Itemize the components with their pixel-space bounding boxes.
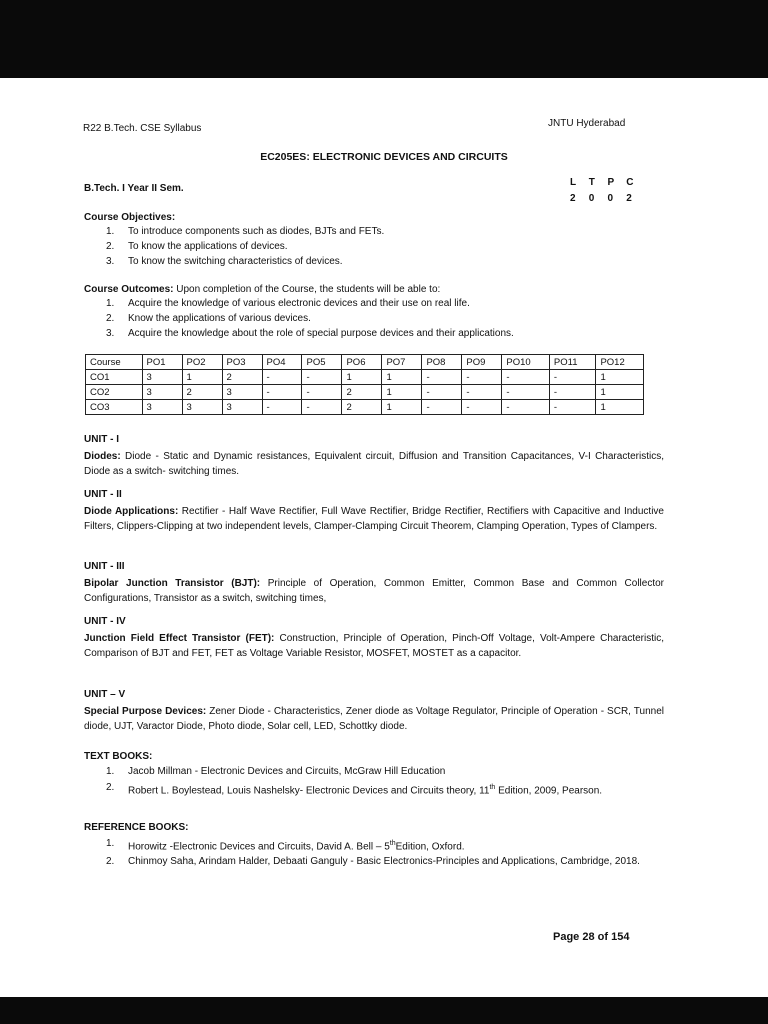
table-header-cell: PO4	[262, 355, 302, 370]
page-number: Page 28 of 154	[553, 931, 630, 943]
university-label: JNTU Hyderabad	[548, 118, 626, 129]
table-row	[86, 400, 644, 415]
scan-top-border	[0, 0, 768, 78]
table-header-cell: PO6	[342, 355, 382, 370]
table-header-cell: Course	[86, 355, 143, 370]
table-cell: 3	[222, 400, 262, 415]
table-cell: 3	[142, 370, 182, 385]
table-cell: CO1	[86, 370, 143, 385]
list-item: 2. Know the applications of various devices.	[106, 313, 311, 324]
table-cell: 1	[596, 400, 644, 415]
table-cell: 1	[382, 385, 422, 400]
ltpc-value-c: 2	[626, 193, 632, 204]
table-cell: -	[262, 370, 302, 385]
course-title: EC205ES: ELECTRONIC DEVICES AND CIRCUITS	[260, 151, 508, 163]
table-cell: 1	[182, 370, 222, 385]
scan-bottom-border	[0, 997, 768, 1024]
list-item: 2. Robert L. Boylestead, Louis Nashelsky- Electronic Devices and Circuits theory, 11th Edition, 2009, Pearson.	[106, 782, 603, 797]
outcomes-list	[106, 296, 514, 341]
unit-content: Zener Diode - Characteristics, Zener diode as Voltage Regulator, Principle of Operation - SCR, Tunnel diode, UJT, Varactor Diode, Photo diode, Solar cell, LED, Schottky diode.	[84, 705, 664, 732]
table-cell: -	[462, 370, 502, 385]
objectives-list	[106, 224, 384, 269]
table-header-cell: PO3	[222, 355, 262, 370]
list-item: 3. To know the switching characteristics of devices.	[106, 256, 343, 267]
ltpc-letter-t: T	[588, 177, 595, 188]
table-header-cell: PO11	[549, 355, 596, 370]
table-cell: 1	[342, 370, 382, 385]
unit-topic: Special Purpose Devices:	[84, 705, 207, 717]
list-item: 1. To introduce components such as diodes, BJTs and FETs.	[106, 226, 385, 237]
unit-title: UNIT - III	[84, 561, 125, 572]
ltpc-values	[570, 193, 645, 204]
table-cell: -	[422, 385, 462, 400]
list-item: 3. Acquire the knowledge about the role of special purpose devices and their applications.	[106, 328, 514, 339]
reference-books-list	[106, 836, 662, 869]
table-header-cell: PO5	[302, 355, 342, 370]
table-header-cell: PO2	[182, 355, 222, 370]
table-cell: -	[302, 370, 342, 385]
table-cell: -	[502, 385, 550, 400]
unit-title: UNIT - II	[84, 489, 122, 500]
table-cell: -	[262, 385, 302, 400]
table-cell: -	[462, 400, 502, 415]
table-cell: 2	[342, 385, 382, 400]
unit-topic: Diode Applications:	[84, 505, 179, 517]
table-cell: 1	[596, 370, 644, 385]
reference-books-heading: REFERENCE BOOKS:	[84, 822, 189, 833]
list-item: 2. To know the applications of devices.	[106, 241, 288, 252]
table-cell: 3	[182, 400, 222, 415]
table-cell: 2	[222, 370, 262, 385]
table-header-cell: PO10	[502, 355, 550, 370]
table-cell: -	[302, 400, 342, 415]
table-cell: CO3	[86, 400, 143, 415]
table-row	[86, 370, 644, 385]
table-header-cell: PO12	[596, 355, 644, 370]
table-cell: 1	[596, 385, 644, 400]
unit-content: Principle of Operation, Common Emitter, Common Base and Common Collector Configurations, Transistor as a switch, switching times,	[84, 577, 664, 604]
table-cell: 1	[382, 370, 422, 385]
table-cell: 3	[222, 385, 262, 400]
table-cell: 3	[142, 385, 182, 400]
co-po-mapping-table	[85, 354, 644, 415]
unit-2-section	[84, 487, 664, 535]
semester-label: B.Tech. I Year II Sem.	[84, 183, 184, 194]
unit-topic: Bipolar Junction Transistor (BJT):	[84, 577, 261, 589]
ltpc-value-p: 0	[607, 193, 614, 204]
table-cell: -	[549, 370, 596, 385]
objectives-heading: Course Objectives:	[84, 212, 176, 223]
table-cell: -	[422, 400, 462, 415]
unit-1-section	[84, 432, 664, 480]
syllabus-label: R22 B.Tech. CSE Syllabus	[83, 123, 202, 134]
unit-content: Construction, Principle of Operation, Pinch-Off Voltage, Volt-Ampere Characteristic, Comparison of BJT and FET, FET as Voltage Variable Resistor, MOSFET, MOSTET as a capacitor.	[84, 632, 664, 659]
unit-topic: Junction Field Effect Transistor (FET):	[84, 632, 275, 644]
list-item: 1. Jacob Millman - Electronic Devices and Circuits, McGraw Hill Education	[106, 766, 446, 777]
ltpc-letter-l: L	[570, 177, 577, 188]
unit-title: UNIT – V	[84, 689, 126, 700]
list-item: 2. Chinmoy Saha, Arindam Halder, Debaati Ganguly - Basic Electronics-Principles and Applications, Cambridge, 2018.	[106, 856, 640, 868]
unit-4-section	[84, 614, 664, 662]
ltpc-value-t: 0	[588, 193, 595, 204]
text-books-heading: TEXT BOOKS:	[84, 751, 153, 762]
ltpc-letter-c: C	[626, 177, 634, 188]
table-cell: 2	[182, 385, 222, 400]
ltpc-value-l: 2	[570, 193, 576, 204]
table-row	[86, 385, 644, 400]
list-item: 1. Horowitz -Electronic Devices and Circuits, David A. Bell – 5thEdition, Oxford.	[106, 838, 465, 853]
table-header-cell: PO8	[422, 355, 462, 370]
table-header-cell: PO7	[382, 355, 422, 370]
unit-content: Rectifier - Half Wave Rectifier, Full Wave Rectifier, Bridge Rectifier, Rectifiers with Capacitive and Inductive Filters, Clippers-Clipping at two independent levels, Clamper-Clamping Circuit Theorem, Clamping Operation, Types of Clampers.	[84, 505, 664, 532]
ltpc-letter-p: P	[607, 177, 615, 188]
table-cell: -	[302, 385, 342, 400]
table-cell: 1	[382, 400, 422, 415]
table-cell: -	[422, 370, 462, 385]
table-header-cell: PO1	[142, 355, 182, 370]
table-header-cell: PO9	[462, 355, 502, 370]
ltpc-letters	[570, 177, 645, 188]
table-cell: 2	[342, 400, 382, 415]
table-cell: -	[549, 385, 596, 400]
table-cell: -	[502, 400, 550, 415]
unit-3-section	[84, 559, 664, 607]
table-cell: -	[262, 400, 302, 415]
unit-5-section	[84, 687, 664, 735]
ltpc-block	[570, 177, 645, 204]
table-cell: CO2	[86, 385, 143, 400]
table-cell: -	[549, 400, 596, 415]
unit-title: UNIT - IV	[84, 616, 126, 627]
outcomes-heading: Course Outcomes:	[84, 284, 174, 295]
table-cell: -	[462, 385, 502, 400]
text-books-list	[106, 764, 662, 798]
table-cell: -	[502, 370, 550, 385]
unit-content: Diode - Static and Dynamic resistances, Equivalent circuit, Diffusion and Transition Capacitances, V-I Characteristics, Diode as a switch- switching times.	[84, 450, 664, 477]
outcomes-intro: Course Outcomes: Upon completion of the Course, the students will be able to:	[84, 284, 441, 295]
table-header-row	[86, 355, 644, 370]
unit-topic: Diodes:	[84, 450, 121, 462]
table-cell: 3	[142, 400, 182, 415]
list-item: 1. Acquire the knowledge of various electronic devices and their use on real life.	[106, 298, 470, 309]
unit-title: UNIT - I	[84, 434, 119, 445]
